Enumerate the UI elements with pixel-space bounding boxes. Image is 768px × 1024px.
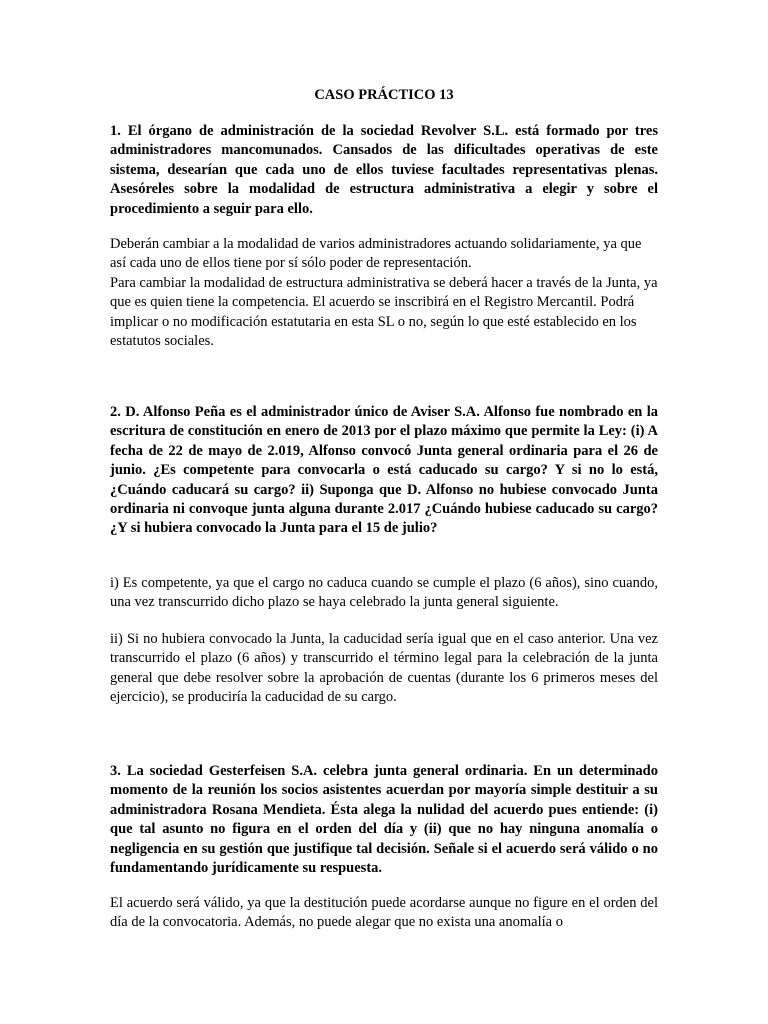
- question-2: 2. D. Alfonso Peña es el administrador único de Aviser S.A. Alfonso fue nombrado en la escritura de constitución en enero de 2013 por el plazo máximo que permite la Ley: (i) A fecha de 22 de mayo de 2.019, Alfonso convocó Junta general ordinaria para el 26 de junio. ¿Es competente para convocarla o está caducado su cargo? Y si no lo está, ¿Cuándo caducará su cargo? ii) Suponga que D. Alfonso no hubiese convocado Junta ordinaria ni convoque junta alguna durante 2.017 ¿Cuándo hubiese caducado su cargo? ¿Y si hubiera convocado la Junta para el 15 de julio?: [110, 404, 658, 537]
- answer-2-part-ii: ii) Si no hubiera convocado la Junta, la caducidad sería igual que en el caso anterior. Una vez transcurrido el plazo (6 años) y transcurrido el término legal para la celebración de la junta general que debe resolver sobre la aprobación de cuentas (durante los 6 primeros meses del ejercicio), se produciría la caducidad de su cargo.: [110, 631, 658, 706]
- question-3: 3. La sociedad Gesterfeisen S.A. celebra junta general ordinaria. En un determinado momento de la reunión los socios asistentes acuerdan por mayoría simple destituir a su administradora Rosana Mendieta. Ésta alega la nulidad del acuerdo pues entiende: (i) que tal asunto no figura en el orden del día y (ii) que no hay ninguna anomalía o negligencia en su gestión que justifique tal decisión. Señale si el acuerdo será válido o no fundamentando jurídicamente su respuesta.: [110, 763, 658, 877]
- answer-2-part-i: i) Es competente, ya que el cargo no caduca cuando se cumple el plazo (6 años), sino cuando, una vez transcurrido dicho plazo se haya celebrado la junta general siguiente.: [110, 575, 658, 611]
- question-1: 1. El órgano de administración de la sociedad Revolver S.L. está formado por tres administradores mancomunados. Cansados de las dificultades operativas de este sistema, desearían que cada uno de ellos tuviese facultades representativas plenas. Asesóreles sobre la modalidad de estructura administrativa a elegir y sobre el procedimiento a seguir para ello.: [110, 123, 658, 217]
- answer-1-paragraph-2: Para cambiar la modalidad de estructura administrativa se deberá hacer a través de la Junta, ya que es quien tiene la competencia. El acuerdo se inscribirá en el Registro Mercantil. Podrá implicar o no modificación estatutaria en esta SL o no, según lo que esté establecido en los estatutos sociales.: [110, 274, 658, 350]
- answer-1-paragraph-1: Deberán cambiar a la modalidad de varios administradores actuando solidariamente, ya que así cada uno de ellos tiene por sí sólo poder de representación.: [110, 236, 642, 272]
- document-title: CASO PRÁCTICO 13: [314, 87, 454, 103]
- answer-3: El acuerdo será válido, ya que la destitución puede acordarse aunque no figure en el orden del día de la convocatoria. Además, no puede alegar que no exista una anomalía o: [110, 895, 658, 931]
- answer-1: [110, 235, 658, 351]
